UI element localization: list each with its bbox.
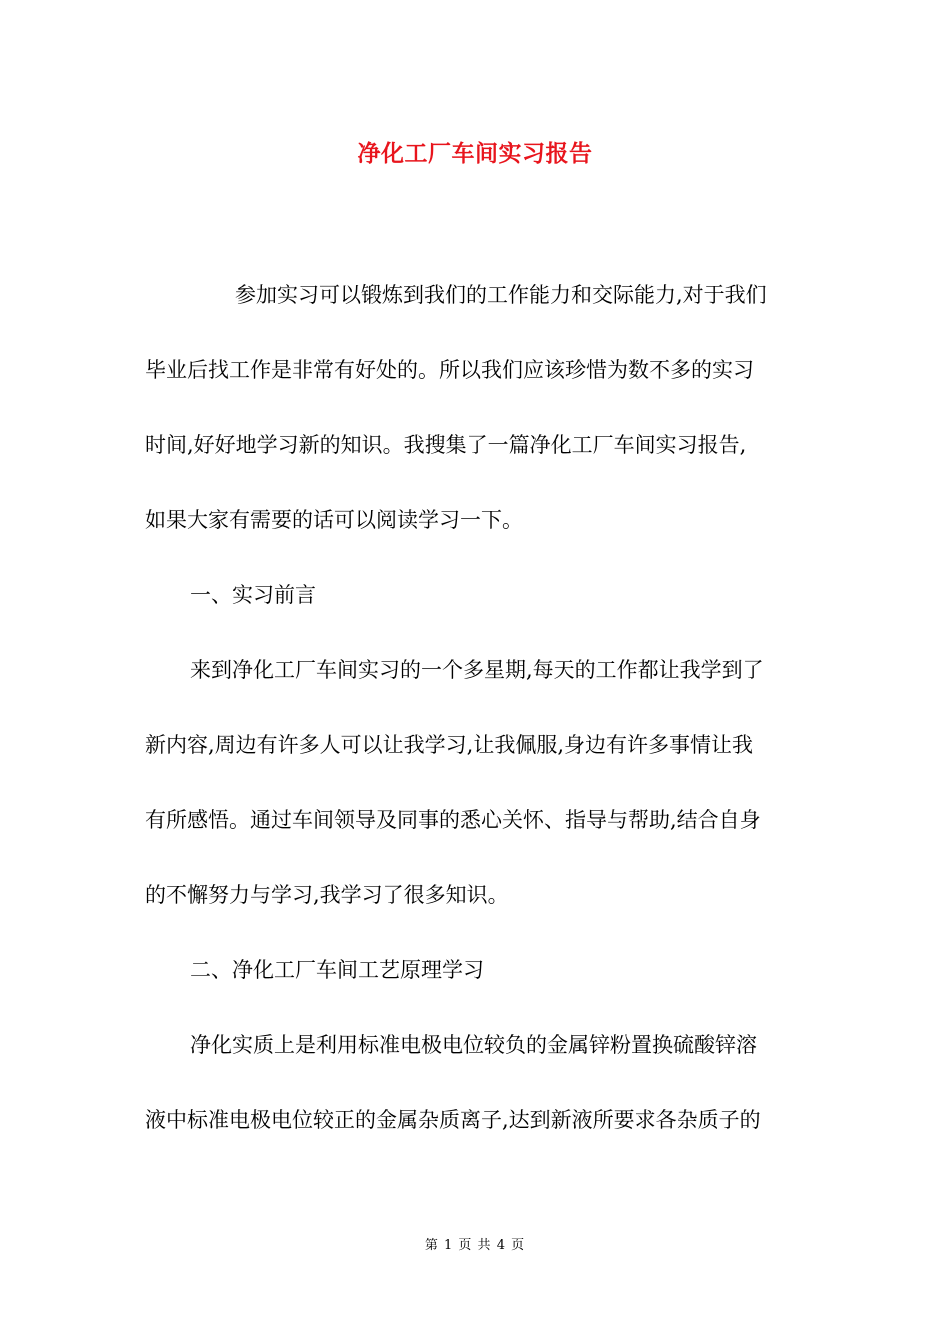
paragraph-line: 净化实质上是利用标准电极电位较负的金属锌粉置换硫酸锌溶 <box>190 1033 757 1057</box>
document-title: 净化工厂车间实习报告 <box>357 140 593 167</box>
paragraph-line: 新内容,周边有许多人可以让我学习,让我佩服,身边有许多事情让我 <box>145 733 754 757</box>
paragraph-line: 参加实习可以锻炼到我们的工作能力和交际能力,对于我们 <box>235 283 767 307</box>
paragraph-line: 液中标准电极电位较正的金属杂质离子,达到新液所要求各杂质子的 <box>145 1108 761 1132</box>
paragraph-line: 来到净化工厂车间实习的一个多星期,每天的工作都让我学到了 <box>190 658 764 682</box>
section-heading: 一、实习前言 <box>190 583 316 607</box>
section-heading: 二、净化工厂车间工艺原理学习 <box>190 958 484 982</box>
paragraph-line: 时间,好好地学习新的知识。我搜集了一篇净化工厂车间实习报告, <box>145 433 747 457</box>
paragraph-line: 有所感悟。通过车间领导及同事的悉心关怀、指导与帮助,结合自身 <box>145 808 761 832</box>
paragraph-line: 的不懈努力与学习,我学习了很多知识。 <box>145 883 509 907</box>
paragraph-line: 毕业后找工作是非常有好处的。所以我们应该珍惜为数不多的实习 <box>145 358 754 382</box>
page-number-footer: 第 1 页 共 4 页 <box>424 1238 526 1253</box>
paragraph-line: 如果大家有需要的话可以阅读学习一下。 <box>145 508 523 532</box>
document-body <box>145 278 807 1178</box>
